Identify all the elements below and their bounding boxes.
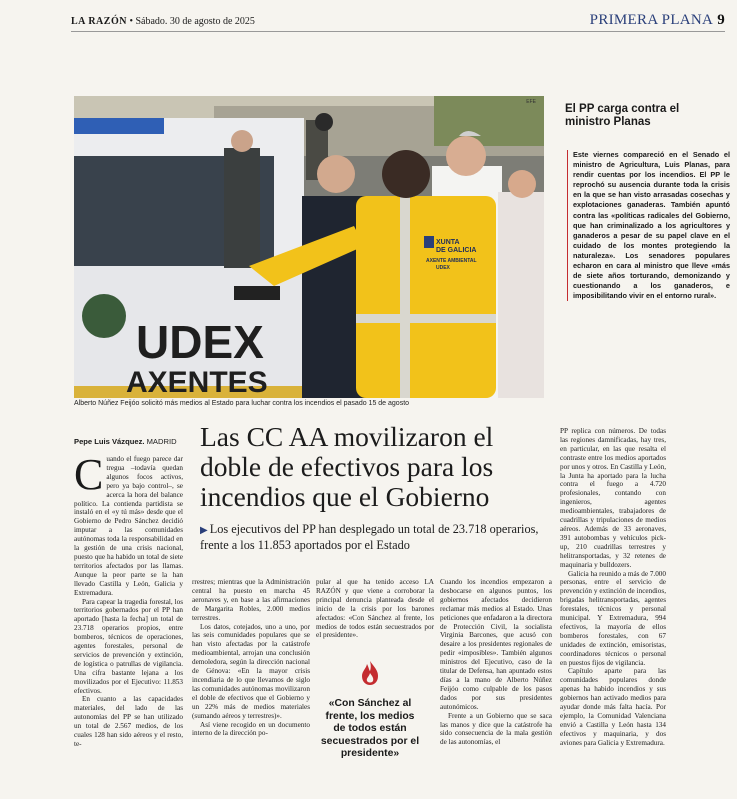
lead-text: uando el fuego parece dar tregua –todavía quedan algunos focos activos, pero ya bajo control–, se acerca la hora del balance político. La contienda partidista se instaló en el «y tú más» desde que el Gobierno de Pedro Sánchez decidió imputar a las comunidades autónomas toda la responsabilidad en la gestión de una crisis nacional, puesto que ha habido un total de siete territorios afectados por las llamas. Aunque la peor parte se la han llevado Castilla y León, Galicia y Extremadura.: [74, 455, 183, 597]
paragraph: pular al que ha tenido acceso LA RAZÓN y que viene a corroborar la principal denuncia planteada desde el inicio de la crisis por los barones afectados: «Con Sánchez al frente, los medios de todos están secuestrados por el presidente».: [316, 578, 434, 640]
photo-illustration: [74, 96, 544, 398]
masthead: [71, 16, 255, 27]
photo-credit: EFE: [526, 99, 536, 105]
article-column-2: [192, 578, 310, 738]
header-rule: [71, 31, 725, 32]
dateline-location: MADRID: [146, 437, 177, 446]
subhead-text: Los ejecutivos del PP han desplegado un total de 23.718 operarios, frente a los 11.853 aportados por el Estado: [200, 522, 539, 552]
header-separator: •: [129, 16, 133, 27]
main-photo: [74, 96, 544, 398]
photo-caption: Alberto Núñez Feijóo solicitó más medios al Estado para luchar contra los incendios el pasado 15 de agosto: [74, 400, 410, 407]
sidebar-title: El PP carga contra el ministro Planas: [565, 103, 680, 128]
paragraph: Los datos, cotejados, uno a uno, por las seis comunidades populares que se han visto afectadas por la catástrofe medioambiental, arrojan una conclusión demoledora, según la dirección nacional de Génova: «En la mayor crisis incendiaria de lo que llevamos de siglo las comunidades autónomas movilizaron el doble de efectivos que el Gobierno y un 22% más de medios materiales (sumando aéreos y terrestres)».: [192, 622, 310, 720]
paragraph: En cuanto a las capacidades materiales, del lado de las autonomías del PP se han utilizado un total de 2.567 medios, de los cuales 128 han sido aéreos y el resto, te-: [74, 695, 183, 748]
section-name: PRIMERA PLANA: [589, 12, 714, 28]
paragraph: Frente a un Gobierno que se saca las manos y dice que la catástrofe ha sido consecuencia de la mala gestión de las autonomías, el: [440, 711, 552, 747]
dropcap: C: [74, 450, 104, 499]
author-name: Pepe Luis Vázquez.: [74, 437, 145, 446]
byline: [74, 437, 177, 446]
paragraph: Cuando los incendios empezaron a desbocarse en algunos puntos, los gobiernos afectados decidieron reclamar más medios al Estado. Unas peticiones que enfadaron a la directora de Protección Civil, la socialista Virginia Barcones, que acusó con desaire a los presidentes regionales de pedir «imposibles». También algunos ministros del Ejecutivo, caso de la titular de Defensa, han apuntado estos días a la mano de Alberto Núñez Feijóo como culpable de los pasos dados por sus presidentes autonómicos.: [440, 578, 552, 711]
page-number: 9: [717, 12, 725, 28]
paragraph: Para capear la tragedia forestal, los territorios gobernados por el PP han aportado [hasta la fecha] un total de 23.718 operarios propios, entre bomberos, técnicos de operaciones, agentes forestales, personal de servicios de prevención y extinción, de logística o patrullas de vigilancia. Una cifra bastante lejana a los movilizados por el Ejecutivo: 11.853 efectivos.: [74, 597, 183, 695]
sidebar-body: Este viernes compareció en el Senado el ministro de Agricultura, Luis Planas, para rendir cuentas por los incendios. El PP le reprochó su ausencia durante toda la crisis en la que se han visto arrasadas cosechas y explotaciones ganaderas. También apuntó contra las «políticas radicales del Gobierno, que han criminalizado a los agricultores y ganaderos a pesar de su papel clave en el cuidado de los montes protegiendo la naturaleza». Los senadores populares echaron en cara al ministro que lleve «más de siete años torturando, demonizando y cuestionando a los ganaderos, e imposibilitando vivir en el entorno rural».: [567, 150, 730, 301]
vehicle-text-axentes: AXENTES: [126, 366, 268, 398]
article-column-1: [74, 450, 183, 749]
vehicle-text-udex: UDEX: [136, 316, 264, 368]
vest-text-udex: UDEX: [436, 265, 450, 271]
vest-text-galicia: DE GALICIA: [436, 247, 477, 254]
article-column-5: [560, 427, 666, 748]
article-headline: Las CC AA movilizaron el doble de efectivos para los incendios que el Gobierno: [200, 421, 494, 512]
publication-name: LA RAZÓN: [71, 16, 127, 27]
article-column-4: [440, 578, 552, 747]
lead-paragraph: [74, 450, 183, 598]
paragraph: Galicia ha reunido a más de 7.000 personas, entre el servicio de prevención y extinción de incendios, brigadas helitransportadas, agentes forestales, técnicos y personal municipal. Y Extremadura, 994 efectivos, la mayoría de ellos bomberos forestales, con 67 unidades de extinción, emisoristas, coordinadores técnicos o personal en puestos fijos de vigilancia.: [560, 569, 666, 667]
pull-quote-text: «Con Sánchez al frente, los medios de todos están secuestrados por el presidente»: [320, 698, 420, 760]
paragraph: PP replica con números. De todas las regiones damnificadas, hay tres, en particular, en las que resalta el contraste entre los medios aportados por unos y otros. En Castilla y León, la Junta ha aportado para la lucha contra el fuego a 4.720 profesionales, contando con ingenieros, agentes medioambientales, trabajadores de cuadrillas y tripulaciones de medios aéreos. Además de 33 aeronaves, 391 autobombas y vehículos pick-up, 210 cuadrillas terrestres y helitransportadas, y 32 retenes de maquinaria y bulldozers.: [560, 427, 666, 569]
pull-quote: [320, 660, 420, 761]
flame-icon: [360, 660, 380, 686]
paragraph: Capítulo aparte para las comunidades populares donde apenas ha habido incendios y sus gobiernos han activado medios para ayudar donde más falta hacía. Por ejemplo, la Comunidad Valenciana envió a Castilla y León hasta 134 efectivos y maquinaria, y dos aviones para Galicia y Extremadura.: [560, 667, 666, 747]
section-header: [590, 12, 725, 29]
issue-date: Sábado. 30 de agosto de 2025: [135, 16, 255, 27]
paragraph: rrestres; mientras que la Administración central ha puesto en marcha 45 aeronaves y, en base a las afirmaciones de Margarita Robles, 2.000 medios terrestres.: [192, 578, 310, 622]
subhead-triangle-icon: ▶: [200, 525, 208, 536]
vest-text-xunta: XUNTA: [436, 239, 460, 246]
article-column-3: [316, 578, 434, 640]
vest-text-axente: AXENTE AMBIENTAL: [426, 258, 477, 264]
paragraph: Así viene recogido en un documento interno de la dirección po-: [192, 720, 310, 738]
article-subheadline: [200, 522, 540, 553]
